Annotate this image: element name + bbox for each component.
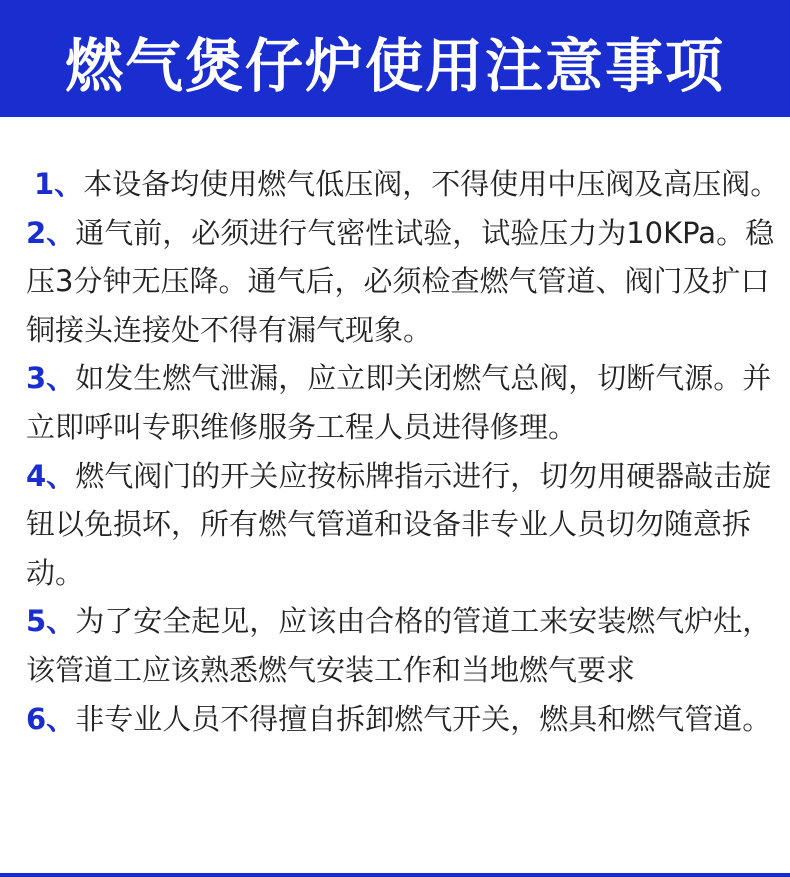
item-number: 2、: [26, 215, 76, 250]
bottom-divider: [0, 873, 790, 877]
item-text: 如发生燃气泄漏，应立即关闭燃气总阀，切断气源。并立即呼叫专职维修服务工程人员进得修理。: [26, 361, 772, 444]
notice-item-6: [26, 695, 786, 744]
notice-item-4: [26, 452, 786, 598]
item-text: 燃气阀门的开关应按标牌指示进行，切勿用硬器敲击旋钮以免损坏，所有燃气管道和设备非专业人员切勿随意拆动。: [26, 458, 772, 590]
item-number: 5、: [26, 604, 76, 639]
item-text: 通气前，必须进行气密性试验，试验压力为10KPa。稳压3分钟无压降。通气后，必须检查燃气管道、阀门及扩口铜接头连接处不得有漏气现象。: [26, 215, 775, 347]
item-text: 为了安全起见，应该由合格的管道工来安装燃气炉灶，该管道工应该熟悉燃气安装工作和当地燃气要求: [26, 604, 772, 687]
item-number: 1、: [34, 167, 84, 201]
notice-item-5: [26, 597, 786, 694]
notice-list: [26, 160, 786, 743]
title-banner: [0, 0, 790, 117]
item-number: 6、: [26, 701, 76, 736]
item-number: 3、: [26, 361, 76, 396]
item-text: 本设备均使用燃气低压阀，不得使用中压阀及高压阀。: [83, 167, 780, 201]
page-title: 燃气煲仔炉使用注意事项: [64, 31, 725, 100]
notice-item-1: [26, 160, 786, 209]
item-number: 4、: [26, 458, 76, 493]
notice-item-3: [26, 354, 786, 451]
item-text: 非专业人员不得擅自拆卸燃气开关，燃具和燃气管道。: [75, 701, 772, 736]
notice-item-2: [26, 209, 786, 355]
